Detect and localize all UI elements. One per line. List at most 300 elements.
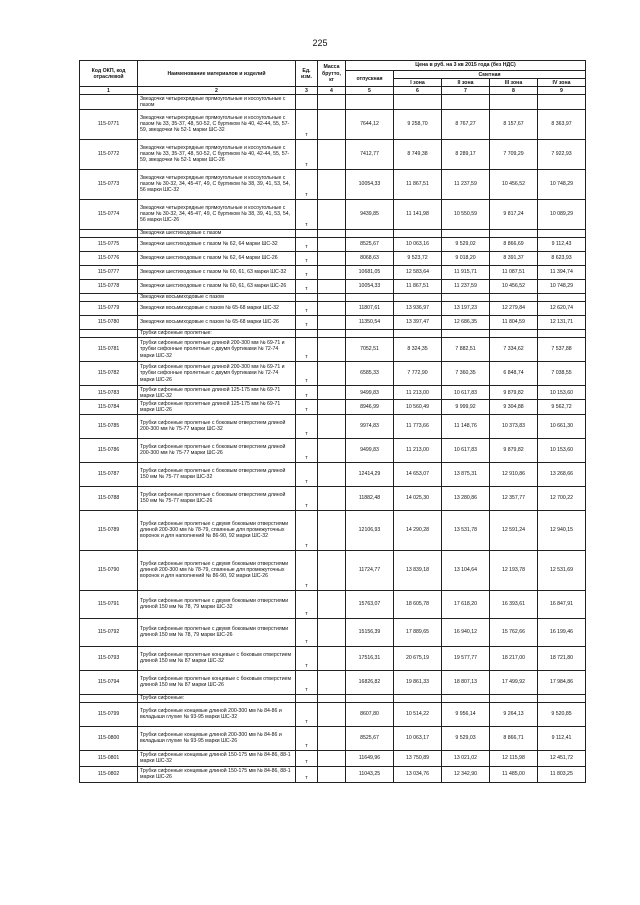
price-otpusknaya: 11649,96: [346, 750, 394, 766]
item-unit: т: [296, 462, 318, 486]
section-code-cell: [80, 293, 138, 301]
empty-cell: [538, 329, 586, 337]
item-code: 115-0800: [80, 726, 138, 750]
table-row: [80, 510, 586, 550]
price-zone-3: 12 910,86: [490, 462, 538, 486]
price-zone-3: 12 115,98: [490, 750, 538, 766]
price-otpusknaya: 7644,12: [346, 109, 394, 139]
item-name: Звездочки четырехрядные прямоугольные и косоугольные с пазом № 33, 35-37, 48, 50-52, С буртиком № 40, 42-44, 55, 57-59, звездочки № 52-1 марки ШС-32: [138, 109, 296, 139]
price-zone-1: 9 258,70: [394, 109, 442, 139]
empty-cell: [490, 329, 538, 337]
empty-cell: [442, 293, 490, 301]
item-unit: т: [296, 766, 318, 782]
empty-cell: [490, 694, 538, 702]
empty-cell: [346, 95, 394, 109]
item-name: Трубки сифонные пролетные с боковым отверстием длиной 150 мм № 75-77 марки ШС-26: [138, 486, 296, 510]
item-code: 115-0799: [80, 702, 138, 726]
table-row: [80, 590, 586, 618]
empty-cell: [318, 293, 346, 301]
price-otpusknaya: 15763,07: [346, 590, 394, 618]
item-unit: т: [296, 139, 318, 169]
price-zone-4: 9 520,85: [538, 702, 586, 726]
price-zone-2: 9 529,03: [442, 726, 490, 750]
item-name: Трубки сифонные пролетные с двумя боковыми отверстиями длиной 150 мм № 78, 79 марки ШС-26: [138, 618, 296, 646]
empty-cell: [490, 95, 538, 109]
item-code: 115-0780: [80, 315, 138, 329]
item-name: Звездочки шестиходовые с пазом № 60, 61, 63 марки ШС-26: [138, 279, 296, 293]
empty-cell: [318, 229, 346, 237]
table-row: [80, 462, 586, 486]
price-zone-2: 9 956,14: [442, 702, 490, 726]
item-name: Трубки сифонные пролетные длиной 200-300 мм № 69-71 и трубки сифонные пролетные с двумя буртиками № 72-74 марки ШС-26: [138, 362, 296, 386]
price-otpusknaya: 10054,33: [346, 169, 394, 199]
price-zone-2: 13 280,86: [442, 486, 490, 510]
section-title: Звездочки четырехрядные прямоугольные и косоугольные с пазом: [138, 95, 296, 109]
item-name: Звездочки четырехрядные прямоугольные и косоугольные с пазом № 30-32, 34, 45-47, 49, С буртиком № 38, 39, 41, 53, 54, 56 марки ШС-26: [138, 199, 296, 229]
table-row: [80, 726, 586, 750]
item-code: 115-0788: [80, 486, 138, 510]
item-unit: т: [296, 237, 318, 251]
table-row: [80, 414, 586, 438]
item-code: 115-0792: [80, 618, 138, 646]
item-code: 115-0771: [80, 109, 138, 139]
item-name: Звездочки восьмиходовые с пазом № 65-68 марки ШС-26: [138, 315, 296, 329]
empty-cell: [442, 694, 490, 702]
price-zone-2: 13 104,64: [442, 550, 490, 590]
item-mass: [318, 169, 346, 199]
empty-cell: [318, 694, 346, 702]
price-zone-1: 18 605,78: [394, 590, 442, 618]
header-code: Код ОКП, код отраслевой: [80, 61, 138, 87]
price-zone-2: 19 577,77: [442, 646, 490, 670]
price-zone-3: 8 866,71: [490, 726, 538, 750]
price-zone-2: 10 617,83: [442, 386, 490, 400]
item-name: Трубки сифонные пролетные с двумя боковыми отверстиями длиной 150 мм № 78, 79 марки ШС-32: [138, 590, 296, 618]
item-mass: [318, 301, 346, 315]
price-zone-1: 19 861,33: [394, 670, 442, 694]
empty-cell: [296, 694, 318, 702]
price-zone-1: 7 772,90: [394, 362, 442, 386]
price-zone-2: 7 360,35: [442, 362, 490, 386]
price-zone-3: 8 866,69: [490, 237, 538, 251]
item-code: 115-0791: [80, 590, 138, 618]
table-row: [80, 301, 586, 315]
price-zone-4: 12 131,71: [538, 315, 586, 329]
price-zone-1: 10 063,16: [394, 237, 442, 251]
price-otpusknaya: 11350,54: [346, 315, 394, 329]
price-otpusknaya: 10681,05: [346, 265, 394, 279]
item-unit: т: [296, 301, 318, 315]
table-row: [80, 646, 586, 670]
item-code: 115-0785: [80, 414, 138, 438]
price-zone-2: 9 999,92: [442, 400, 490, 414]
price-zone-2: 11 237,59: [442, 279, 490, 293]
table-row: [80, 199, 586, 229]
table-row: [80, 400, 586, 414]
item-code: 115-0775: [80, 237, 138, 251]
item-unit: т: [296, 279, 318, 293]
item-mass: [318, 315, 346, 329]
price-zone-3: 8 391,37: [490, 251, 538, 265]
item-name: Трубки сифонные пролетные с двумя боковыми отверстиями длиной 200-300 мм № 78-79, спаянные для промежуточных воронок и для наполнений № 86-90, 92 марки ШС-32: [138, 510, 296, 550]
item-name: Трубки сифонные пролетные с двумя боковыми отверстиями длиной 200-300 мм № 78-79, спаянные для промежуточных воронок и для наполнений № 86-90, 92 марки ШС-26: [138, 550, 296, 590]
price-zone-3: 10 373,83: [490, 414, 538, 438]
section-title: Звездочки восьмиходовые с пазом: [138, 293, 296, 301]
price-otpusknaya: 11882,48: [346, 486, 394, 510]
item-code: 115-0776: [80, 251, 138, 265]
empty-cell: [296, 329, 318, 337]
price-otpusknaya: 11043,25: [346, 766, 394, 782]
price-zone-4: 10 089,29: [538, 199, 586, 229]
price-zone-4: 10 748,29: [538, 169, 586, 199]
table-row: [80, 139, 586, 169]
item-mass: [318, 338, 346, 362]
item-name: Трубки сифонные пролетные длиной 200-300 мм № 69-71 и трубки сифонные пролетные с двумя буртиками № 72-74 марки ШС-32: [138, 338, 296, 362]
header-mass: Масса брутто, кг: [318, 61, 346, 87]
empty-cell: [346, 329, 394, 337]
price-zone-3: 8 157,67: [490, 109, 538, 139]
price-zone-4: 7 537,88: [538, 338, 586, 362]
item-mass: [318, 362, 346, 386]
item-mass: [318, 199, 346, 229]
price-zone-4: 13 268,66: [538, 462, 586, 486]
price-zone-4: 12 451,72: [538, 750, 586, 766]
table-row: [80, 237, 586, 251]
item-unit: т: [296, 486, 318, 510]
item-code: 115-0784: [80, 400, 138, 414]
item-name: Трубки сифонные пролетные с боковым отверстием длиной 200-300 мм № 75-77 марки ШС-26: [138, 438, 296, 462]
column-number: 7: [442, 87, 490, 95]
price-otpusknaya: 9439,85: [346, 199, 394, 229]
price-zone-1: 8 324,35: [394, 338, 442, 362]
price-zone-4: 16 199,46: [538, 618, 586, 646]
price-zone-1: 11 867,51: [394, 169, 442, 199]
price-zone-1: 10 063,17: [394, 726, 442, 750]
price-zone-4: 10 153,60: [538, 438, 586, 462]
item-unit: т: [296, 646, 318, 670]
price-zone-2: 12 342,90: [442, 766, 490, 782]
item-code: 115-0774: [80, 199, 138, 229]
price-otpusknaya: 10054,33: [346, 279, 394, 293]
table-row: [80, 169, 586, 199]
price-zone-1: 8 749,38: [394, 139, 442, 169]
item-mass: [318, 237, 346, 251]
price-zone-2: 16 940,12: [442, 618, 490, 646]
item-unit: т: [296, 386, 318, 400]
price-zone-4: 10 661,30: [538, 414, 586, 438]
price-otpusknaya: 17516,31: [346, 646, 394, 670]
price-zone-4: 12 620,74: [538, 301, 586, 315]
price-zone-3: 15 762,66: [490, 618, 538, 646]
empty-cell: [538, 293, 586, 301]
empty-cell: [346, 293, 394, 301]
table-row: [80, 438, 586, 462]
empty-cell: [394, 229, 442, 237]
header-name: Наименование материалов и изделий: [138, 61, 296, 87]
price-zone-3: 11 804,59: [490, 315, 538, 329]
item-mass: [318, 251, 346, 265]
price-zone-4: 8 363,97: [538, 109, 586, 139]
item-mass: [318, 414, 346, 438]
section-row: [80, 293, 586, 301]
price-otpusknaya: 15156,39: [346, 618, 394, 646]
price-zone-1: 14 290,28: [394, 510, 442, 550]
column-number: 1: [80, 87, 138, 95]
price-zone-3: 11 087,51: [490, 265, 538, 279]
item-unit: т: [296, 702, 318, 726]
empty-cell: [346, 229, 394, 237]
item-name: Трубки сифонные концевые длиной 150-175 мм № 84-86, 88-1 марки ШС-26: [138, 766, 296, 782]
item-unit: т: [296, 414, 318, 438]
price-otpusknaya: 8525,67: [346, 237, 394, 251]
price-zone-1: 13 397,47: [394, 315, 442, 329]
price-otpusknaya: 12106,93: [346, 510, 394, 550]
price-zone-3: 9 817,24: [490, 199, 538, 229]
empty-cell: [538, 229, 586, 237]
empty-cell: [490, 293, 538, 301]
price-otpusknaya: 8525,67: [346, 726, 394, 750]
section-title: Трубки сифонные пролетные:: [138, 329, 296, 337]
item-code: 115-0783: [80, 386, 138, 400]
empty-cell: [296, 95, 318, 109]
item-unit: т: [296, 726, 318, 750]
price-zone-1: 20 675,19: [394, 646, 442, 670]
item-mass: [318, 486, 346, 510]
price-zone-1: 11 213,00: [394, 438, 442, 462]
price-zone-2: 17 618,20: [442, 590, 490, 618]
header-price-group: Цена в руб. на 3 кв 2015 года (без НДС): [346, 61, 586, 71]
table-row: [80, 670, 586, 694]
item-mass: [318, 386, 346, 400]
item-mass: [318, 670, 346, 694]
price-zone-4: 12 531,69: [538, 550, 586, 590]
price-zone-1: 11 141,98: [394, 199, 442, 229]
section-code-cell: [80, 229, 138, 237]
price-zone-4: 17 984,86: [538, 670, 586, 694]
item-code: 115-0773: [80, 169, 138, 199]
price-zone-1: 9 523,72: [394, 251, 442, 265]
price-zone-4: 9 562,72: [538, 400, 586, 414]
empty-cell: [442, 229, 490, 237]
price-zone-3: 10 456,52: [490, 169, 538, 199]
price-zone-2: 11 915,71: [442, 265, 490, 279]
price-zone-2: 12 686,35: [442, 315, 490, 329]
price-zone-3: 9 879,82: [490, 438, 538, 462]
table-row: [80, 618, 586, 646]
item-code: 115-0779: [80, 301, 138, 315]
section-row: [80, 694, 586, 702]
empty-cell: [394, 329, 442, 337]
item-name: Звездочки шестиходовые с пазом № 62, 64 марки ШС-32: [138, 237, 296, 251]
item-code: 115-0781: [80, 338, 138, 362]
price-zone-1: 10 560,49: [394, 400, 442, 414]
price-otpusknaya: 6585,33: [346, 362, 394, 386]
price-table-body: [80, 95, 586, 782]
table-row: [80, 486, 586, 510]
item-code: 115-0787: [80, 462, 138, 486]
price-zone-4: 8 623,93: [538, 251, 586, 265]
item-code: 115-0790: [80, 550, 138, 590]
item-name: Звездочки шестиходовые с пазом № 62, 64 марки ШС-26: [138, 251, 296, 265]
item-name: Звездочки четырехрядные прямоугольные и косоугольные с пазом № 30-32, 34, 45-47, 49, С буртиком № 38, 39, 41, 53, 54, 56 марки ШС-32: [138, 169, 296, 199]
item-mass: [318, 265, 346, 279]
price-zone-2: 10 550,59: [442, 199, 490, 229]
price-zone-4: 11 803,25: [538, 766, 586, 782]
table-row: [80, 279, 586, 293]
price-otpusknaya: 8607,80: [346, 702, 394, 726]
item-mass: [318, 590, 346, 618]
table-row: [80, 750, 586, 766]
price-otpusknaya: 9499,83: [346, 386, 394, 400]
price-zone-3: 18 217,00: [490, 646, 538, 670]
header-zone-3: III зона: [490, 79, 538, 87]
price-zone-3: 9 879,82: [490, 386, 538, 400]
price-zone-2: 13 875,31: [442, 462, 490, 486]
item-code: 115-0772: [80, 139, 138, 169]
item-mass: [318, 618, 346, 646]
item-name: Трубки сифонные пролетные концевые с боковым отверстием длиной 150 мм № 87 марки ШС-32: [138, 646, 296, 670]
item-code: 115-0777: [80, 265, 138, 279]
item-unit: т: [296, 251, 318, 265]
price-zone-1: 17 889,65: [394, 618, 442, 646]
price-zone-2: 11 237,59: [442, 169, 490, 199]
price-zone-4: 16 847,91: [538, 590, 586, 618]
section-title: Трубки сифонные:: [138, 694, 296, 702]
item-mass: [318, 646, 346, 670]
price-zone-3: 10 456,52: [490, 279, 538, 293]
item-unit: т: [296, 199, 318, 229]
price-zone-3: 17 499,92: [490, 670, 538, 694]
price-zone-4: 18 721,80: [538, 646, 586, 670]
price-zone-1: 13 936,97: [394, 301, 442, 315]
item-mass: [318, 766, 346, 782]
price-zone-3: 12 193,78: [490, 550, 538, 590]
table-row: [80, 251, 586, 265]
price-zone-4: 10 153,60: [538, 386, 586, 400]
section-row: [80, 229, 586, 237]
price-zone-1: 13 839,18: [394, 550, 442, 590]
item-code: 115-0802: [80, 766, 138, 782]
price-zone-2: 8 767,27: [442, 109, 490, 139]
section-code-cell: [80, 95, 138, 109]
item-unit: т: [296, 400, 318, 414]
header-smetnaya: Сметная: [394, 71, 586, 79]
item-name: Трубки сифонные концевые длиной 200-300 мм № 84-86 и вкладыши глухие № 93-95 марки ШС-26: [138, 726, 296, 750]
item-code: 115-0789: [80, 510, 138, 550]
header-unit: Ед. изм.: [296, 61, 318, 87]
item-unit: т: [296, 618, 318, 646]
price-otpusknaya: 9974,83: [346, 414, 394, 438]
item-name: Трубки сифонные пролетные с боковым отверстием длиной 200-300 мм № 75-77 марки ШС-32: [138, 414, 296, 438]
empty-cell: [346, 694, 394, 702]
table-row: [80, 386, 586, 400]
price-zone-1: 14 653,07: [394, 462, 442, 486]
price-otpusknaya: 8946,99: [346, 400, 394, 414]
column-number: 5: [346, 87, 394, 95]
item-name: Трубки сифонные пролетные концевые с боковым отверстием длиной 150 мм № 87 марки ШС-26: [138, 670, 296, 694]
price-zone-4: 9 112,43: [538, 237, 586, 251]
item-mass: [318, 702, 346, 726]
price-otpusknaya: 11807,61: [346, 301, 394, 315]
price-zone-2: 13 531,78: [442, 510, 490, 550]
table-row: [80, 766, 586, 782]
empty-cell: [442, 95, 490, 109]
column-number: 4: [318, 87, 346, 95]
item-mass: [318, 109, 346, 139]
header-zone-2: II зона: [442, 79, 490, 87]
item-unit: т: [296, 169, 318, 199]
column-number: 3: [296, 87, 318, 95]
empty-cell: [296, 229, 318, 237]
price-zone-1: 11 773,66: [394, 414, 442, 438]
item-code: 115-0793: [80, 646, 138, 670]
column-number: 8: [490, 87, 538, 95]
item-mass: [318, 510, 346, 550]
item-mass: [318, 550, 346, 590]
price-zone-4: 9 112,41: [538, 726, 586, 750]
price-zone-3: 9 264,13: [490, 702, 538, 726]
price-zone-2: 11 148,76: [442, 414, 490, 438]
price-otpusknaya: 12414,29: [346, 462, 394, 486]
page-number: 225: [312, 38, 328, 48]
item-mass: [318, 726, 346, 750]
price-zone-2: 7 882,51: [442, 338, 490, 362]
price-zone-1: 11 213,00: [394, 386, 442, 400]
empty-cell: [318, 329, 346, 337]
price-zone-3: 7 334,62: [490, 338, 538, 362]
section-title: Звездочки шестиходовые с пазом: [138, 229, 296, 237]
price-zone-3: 12 591,24: [490, 510, 538, 550]
item-mass: [318, 750, 346, 766]
table-row: [80, 702, 586, 726]
item-unit: т: [296, 265, 318, 279]
item-code: 115-0786: [80, 438, 138, 462]
empty-cell: [490, 229, 538, 237]
empty-cell: [296, 293, 318, 301]
section-row: [80, 95, 586, 109]
price-zone-4: 11 394,74: [538, 265, 586, 279]
price-zone-3: 12 279,84: [490, 301, 538, 315]
item-unit: т: [296, 438, 318, 462]
table-row: [80, 109, 586, 139]
item-unit: т: [296, 338, 318, 362]
price-zone-1: 11 867,51: [394, 279, 442, 293]
item-name: Трубки сифонные пролетные длиной 125-175 мм № 69-71 марки ШС-26: [138, 400, 296, 414]
price-zone-2: 9 529,02: [442, 237, 490, 251]
column-number: 6: [394, 87, 442, 95]
price-zone-2: 9 018,20: [442, 251, 490, 265]
price-zone-2: 13 197,23: [442, 301, 490, 315]
price-zone-4: 7 922,93: [538, 139, 586, 169]
price-zone-1: 14 025,30: [394, 486, 442, 510]
price-zone-1: 13 750,89: [394, 750, 442, 766]
price-zone-3: 9 304,88: [490, 400, 538, 414]
item-name: Трубки сифонные концевые длиной 200-300 мм № 84-86 и вкладыши глухие № 93-95 марки ШС-32: [138, 702, 296, 726]
price-otpusknaya: 8068,63: [346, 251, 394, 265]
price-zone-4: 10 748,29: [538, 279, 586, 293]
empty-cell: [394, 95, 442, 109]
item-unit: т: [296, 750, 318, 766]
section-row: [80, 329, 586, 337]
item-code: 115-0794: [80, 670, 138, 694]
price-otpusknaya: 16826,82: [346, 670, 394, 694]
price-zone-4: 12 940,15: [538, 510, 586, 550]
header-zone-4: IV зона: [538, 79, 586, 87]
item-name: Звездочки четырехрядные прямоугольные и косоугольные с пазом № 33, 35-37, 48, 50-52, С буртиком № 40, 42-44, 55, 57-59, звездочки № 52-1 марки ШС-26: [138, 139, 296, 169]
item-mass: [318, 139, 346, 169]
item-unit: т: [296, 315, 318, 329]
price-zone-1: 12 583,64: [394, 265, 442, 279]
